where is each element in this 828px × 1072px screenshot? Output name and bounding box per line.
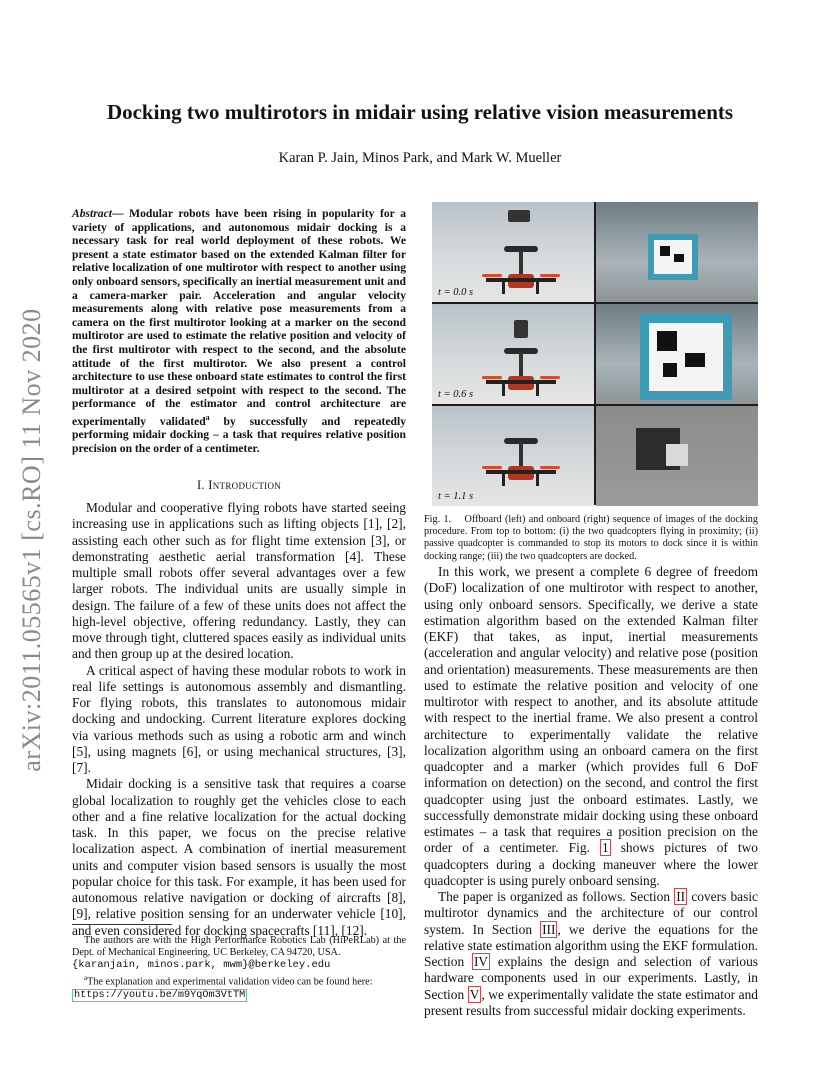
section-reference-link[interactable]: IV [473,954,489,969]
footnote [72,935,406,1002]
intro-paragraph: A critical aspect of having these modular robots to work in real life settings is autonomous assembly and dismantling. For flying robots, this translates to autonomous midair docking and undocking. Current literature explores docking via various methods such as using a robotic arm and winch [5], using magnets [6], or using mechanical structures, [3], [7]. [72,662,406,775]
onboard-image-1 [596,202,758,302]
offboard-image-3 [432,406,594,506]
marker [648,234,698,280]
offboard-image-2 [432,304,594,404]
section-heading-introduction: I. Introduction [196,478,282,492]
section-reference-link[interactable]: V [469,986,480,1002]
paper-authors: Karan P. Jain, Minos Park, and Mark W. Mueller [278,150,562,166]
figure-caption [424,514,758,563]
figure-reference-link[interactable]: 1 [601,840,609,856]
abstract [72,207,406,456]
right-column-body [424,564,758,1019]
falling-quadcopter [514,320,528,338]
time-label: t = 0.0 s [438,287,474,298]
onboard-image-2 [596,304,758,404]
marker [640,314,732,400]
abstract-text-end: by successfully and repeatedly performing midair docking – a task that requires relative position precision on the order of a centimeter. [72,414,407,455]
introduction-body [72,500,406,939]
offboard-image-1 [432,202,594,302]
body-paragraph: The paper is organized as follows. Section II covers basic multirotor dynamics and the architecture of our control system. In Section III , we derive the equations for the relative state estimation algorithm using the EKF formulation. Section IV explains the design and selection of various hardware components used in our experiments. Lastly, in Section V , we experimentally validate the state estimator and present results from successful midair docking experiments. [424,889,759,1018]
figure-caption-label: Fig. 1. [424,514,452,525]
footnote-emails: {karanjain, minos.park, mwm}@berkeley.edu [72,959,331,972]
section-reference-link[interactable]: III [542,921,556,937]
time-label: t = 0.6 s [438,389,474,400]
figure-caption-text: Offboard (left) and onboard (right) sequence of images of the docking procedure. From top to bottom: (i) the two quadcopters flying in proximity; (ii) passive quadcopter is commanded to stop its motors to dock since it is within docking range; (iii) the two quadcopters are docked. [424,514,758,562]
footnote-video-text: The explanation and experimental validation video can be found here: [87,976,373,987]
figure-1 [432,202,758,505]
paper-title: Docking two multirotors in midair using relative vision measurements [106,100,734,124]
video-link[interactable]: https://youtu.be/m9YqOm3VtTM [74,990,246,1002]
abstract-label: Abstract [72,207,112,220]
body-paragraph: In this work, we present a complete 6 degree of freedom (DoF) localization of one multirotor with respect to another, using only onboard sensors. Specifically, we derive a state estimation algorithm based on the extended Kalman filter (EKF) that takes, as input, inertial measurements (acceleration and angular velocity) and relative pose (position and orientation) measurements. These measurements are then used to estimate the relative position and velocity of one multirotor with respect to another, and its absolute attitude with respect to the inertial frame. We also present a control architecture to experimentally validate the relative localization algorithm using an onboard camera on the first quadcopter and a marker (which provides full 6 DoF information on detection) on the second, and control the first quadcopter using just the onboard estimates. Lastly, we successfully demonstrate midair docking using these onboard estimates – a task that requires a position precision on the order of a centimeter. Fig. 1 shows pictures of two quadcopters during a docking maneuver where the lower quadcopter is using purely onboard sensing. [424,564,758,888]
upper-quadcopter [508,210,530,222]
footnote-affiliation: The authors are with the High Performance Robotics Lab (HiPeRLab) at the Dept. of Mechanical Engineering, UC Berkeley, CA 94720, USA. [72,935,406,959]
intro-paragraph: Modular and cooperative flying robots have started seeing increasing use in applications such as lifting objects [1], [2], assisting each other such as for flight time extension [3], or demonstrating aesthetic aerial transformation [4]. These multiple small robots offer several advantages over a few larger robots. The individual units are usually simple in design. The failure of a few of these units does not affect the high-level objective, offering redundancy. Lastly, they can move through tight, cluttered spaces easily as individual units and then group up at the desired location. [72,500,406,662]
footnote-video-mark: a [84,973,88,982]
onboard-image-3 [596,406,758,506]
time-label: t = 1.1 s [438,491,474,502]
intro-paragraph: Midair docking is a sensitive task that requires a coarse global localization to roughly get the vehicles close to each other and a fine relative localization for the actual docking task. In this paper, we focus on the precise relative localization aspect. A combination of inertial measurement units and computer vision based sensors is usually the most popular choice for this task. For example, it has been used for autonomous relative navigation or docking of aircrafts [8], [9], relative position sensing for an underwater vehicle [10], and even considered for docking spacecrafts [11], [12]. [72,776,406,938]
abstract-footnote-mark[interactable]: a [205,412,210,422]
section-reference-link[interactable]: II [676,889,686,904]
abstract-text: — Modular robots have been rising in popularity for a variety of applications, and autonomous midair docking is a necessary task for real world deployment of these robots. We present a state estimator based on the extended Kalman filter for relative localization of one multirotor with respect to another using only onboard sensors, specifically an inertial measurement unit and a camera-marker pair. Acceleration and angular velocity measurements along with relative pose measurements from a camera on the first multirotor looking at a marker on the second multirotor are used to estimate the relative position and velocity of the first multirotor with respect to the second, and the absolute attitude of the first multirotor. We also present a control architecture to use these onboard state estimates to control the first multirotor at a desired setpoint with respect to the second. The performance of the estimator and control architecture are experimentally validated [72,207,406,428]
arxiv-id-text: arXiv:2011.05565v1 [cs.RO] 11 Nov 2020 [17,308,46,772]
footnote-divider [72,924,172,925]
arxiv-watermark [8,290,56,790]
